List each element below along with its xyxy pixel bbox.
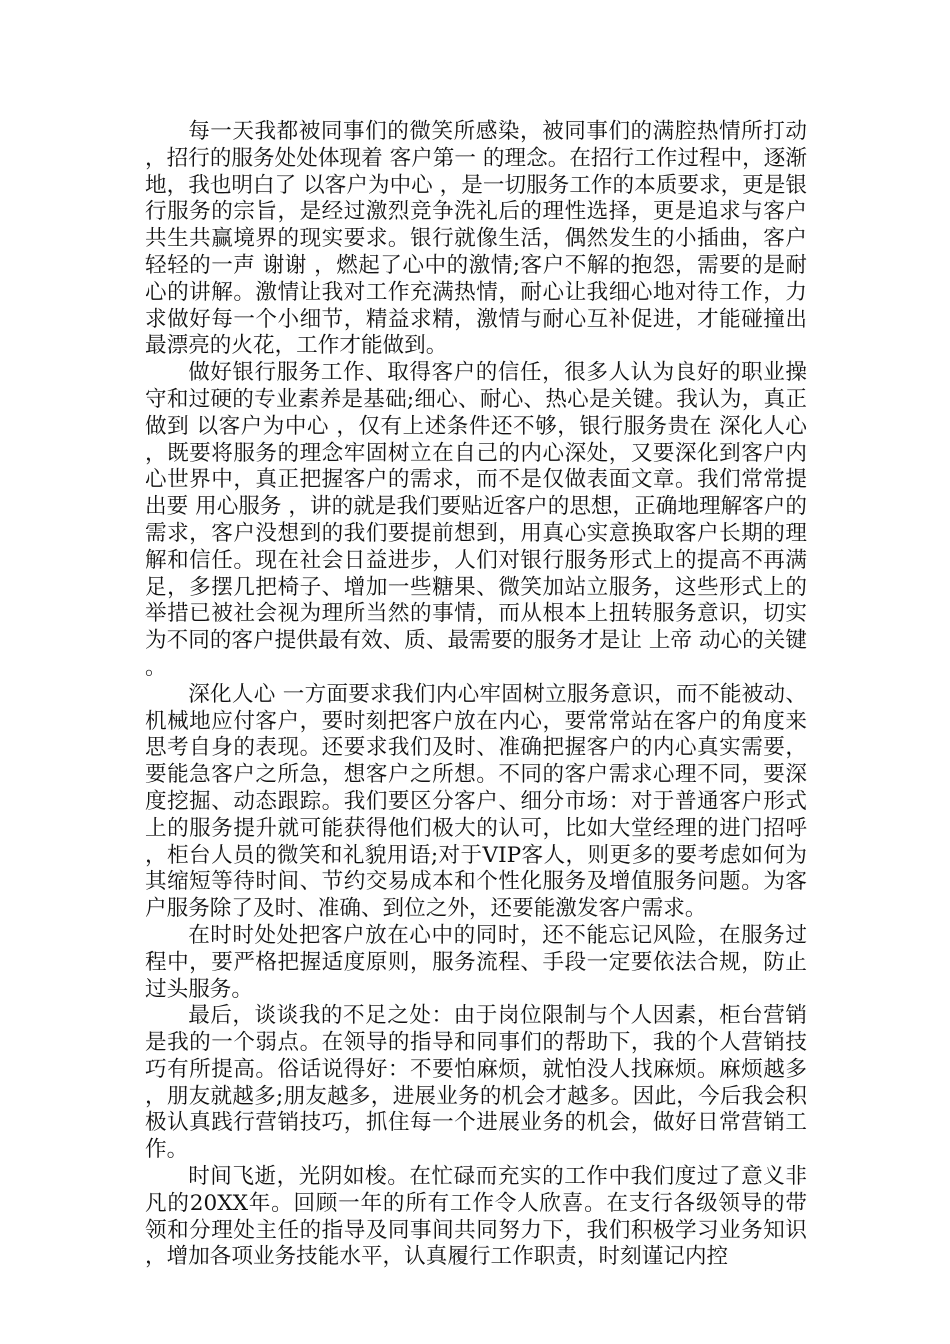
paragraph-2: 做好银行服务工作、取得客户的信任，很多人认为良好的职业操守和过硬的专业素养是基础;细心、耐心、热心是关键。我认为，真正做到 以客户为中心 ，仅有上述条件还不够，银行服务贵在 深化人心 ，既要将服务的理念牢固树立在自己的内心深处，又要深化到客户内心世界中，真正把握客户的需求，而不是仅做表面文章。我们常常提出要 用心服务 ，讲的就是我们要贴近客户的思想，正确地理解客户的需求，客户没想到的我们要提前想到，用真心实意换取客户长期的理解和信任。现在社会日益进步，人们对银行服务形式上的提高不再满足，多摆几把椅子、增加一些糖果、微笑加站立服务，这些形式上的举措已被社会视为理所当然的事情，而从根本上扭转服务意识，切实为不同的客户提供最有效、质、最需要的服务才是让 上帝 动心的关键。 [145,360,807,680]
document-body [145,119,807,1271]
paragraph-1: 每一天我都被同事们的微笑所感染，被同事们的满腔热情所打动，招行的服务处处体现着 客户第一 的理念。在招行工作过程中，逐渐地，我也明白了 以客户为中心 ，是一切服务工作的本质要求，更是银行服务的宗旨，是经过激烈竞争洗礼后的理性选择，更是追求与客户共生共赢境界的现实要求。银行就像生活，偶然发生的小插曲，客户轻轻的一声 谢谢 ，燃起了心中的激情;客户不解的抱怨，需要的是耐心的讲解。激情让我对工作充满热情，耐心让我细心地对待工作，力求做好每一个小细节，精益求精，激情与耐心互补促进，才能碰撞出最漂亮的火花，工作才能做到。 [145,119,807,359]
paragraph-6: 时间飞逝，光阴如梭。在忙碌而充实的工作中我们度过了意义非凡的20XX年。回顾一年的所有工作令人欣喜。在支行各级领导的带领和分理处主任的指导及同事间共同努力下，我们积极学习业务知识，增加各项业务技能水平，认真履行工作职责，时刻谨记内控 [145,1164,807,1270]
paragraph-4: 在时时处处把客户放在心中的同时，还不能忘记风险，在服务过程中，要严格把握适度原则，服务流程、手段一定要依法合规，防止过头服务。 [145,922,807,1002]
paragraph-5: 最后，谈谈我的不足之处：由于岗位限制与个人因素，柜台营销是我的一个弱点。在领导的指导和同事们的帮助下，我的个人营销技巧有所提高。俗话说得好：不要怕麻烦，就怕没人找麻烦。麻烦越多，朋友就越多;朋友越多，进展业务的机会才越多。因此，今后我会积极认真践行营销技巧，抓住每一个进展业务的机会，做好日常营销工作。 [145,1003,807,1163]
paragraph-3: 深化人心 一方面要求我们内心牢固树立服务意识，而不能被动、机械地应付客户，要时刻把客户放在内心，要常常站在客户的角度来思考自身的表现。还要求我们及时、准确把握客户的内心真实需要，要能急客户之所急，想客户之所想。不同的客户需求心理不同，要深度挖掘、动态跟踪。我们要区分客户、细分市场：对于普通客户形式上的服务提升就可能获得他们极大的认可，比如大堂经理的进门招呼，柜台人员的微笑和礼貌用语;对于VIP客人，则更多的要考虑如何为其缩短等待时间、节约交易成本和个性化服务及增值服务问题。为客户服务除了及时、准确、到位之外，还要能激发客户需求。 [145,681,807,922]
